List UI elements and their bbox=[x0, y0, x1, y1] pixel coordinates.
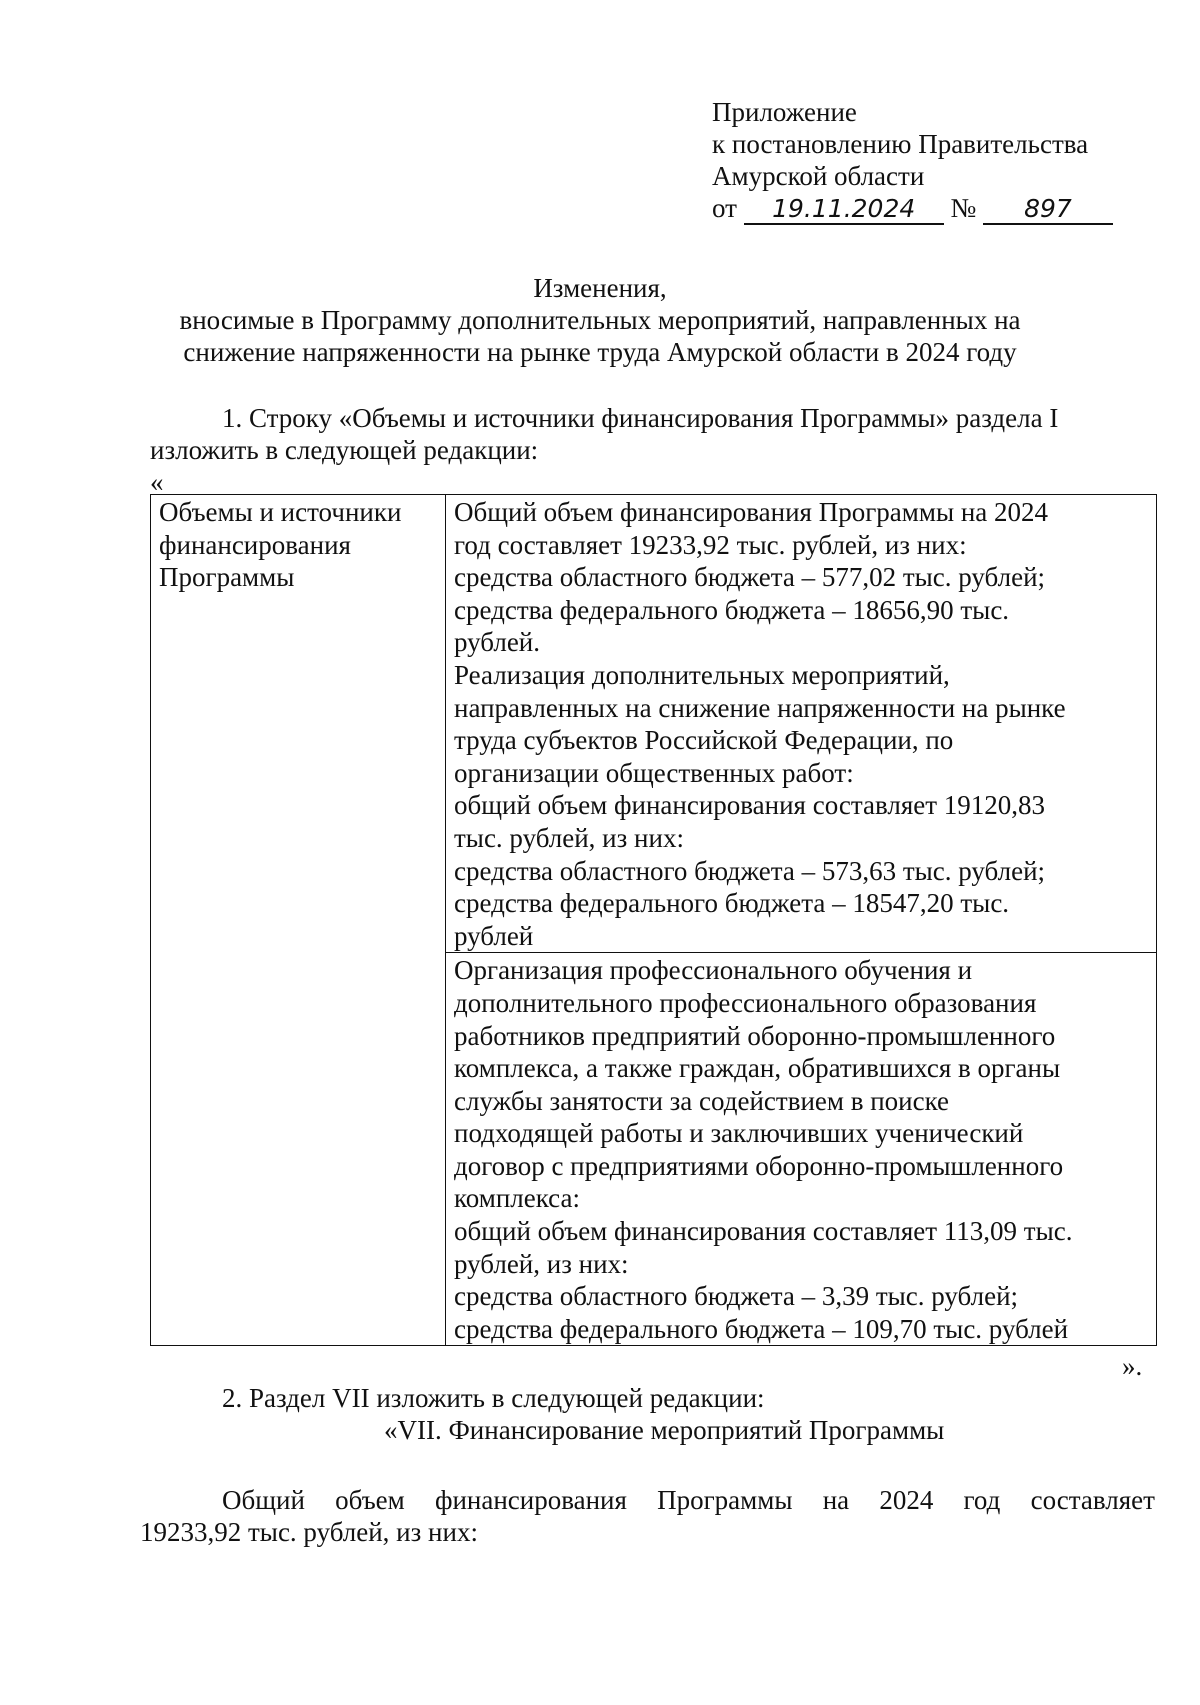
word: Общий bbox=[222, 1485, 305, 1515]
appendix-region: Амурской области bbox=[712, 161, 925, 191]
item-1-line-1: 1. Строку «Объемы и источники финансирования Программы» раздела I bbox=[222, 403, 1059, 433]
block-1-line: средства областного бюджета – 577,02 тыс. рублей; bbox=[454, 562, 1046, 593]
section-vii-line-2: 19233,92 тыс. рублей, из них: bbox=[140, 1517, 478, 1547]
word: 2024 bbox=[879, 1485, 934, 1515]
item-1-line-2: изложить в следующей редакции: bbox=[150, 435, 539, 465]
block-2-line: дополнительного профессионального образования bbox=[454, 987, 1037, 1018]
handwritten-number: 897 bbox=[983, 195, 1113, 225]
label-line: Объемы и источники bbox=[159, 497, 402, 527]
block-1-line: рублей. bbox=[454, 627, 541, 658]
block-1-line: средства областного бюджета – 573,63 тыс. рублей; bbox=[454, 855, 1046, 886]
block-1-line: труда субъектов Российской Федерации, по bbox=[454, 725, 954, 756]
block-1-line: Общий объем финансирования Программы на 2024 bbox=[454, 497, 1049, 527]
number-label: № bbox=[950, 193, 977, 223]
appendix-title: Приложение bbox=[712, 97, 857, 127]
item-1-paragraph bbox=[150, 402, 1155, 466]
block-2-line: средства областного бюджета – 3,39 тыс. рублей; bbox=[454, 1281, 1019, 1312]
block-2-line: договор с предприятиями оборонно-промышленного bbox=[454, 1150, 1064, 1181]
block-2-line: службы занятости за содействием в поиске bbox=[454, 1085, 950, 1116]
word: объем bbox=[335, 1485, 405, 1515]
title-line-3: снижение напряженности на рынке труда Амурской области в 2024 году bbox=[183, 337, 1017, 367]
quote-open-mark: « bbox=[150, 467, 164, 497]
block-2-line: общий объем финансирования составляет 113,09 тыс. bbox=[454, 1216, 1073, 1247]
block-2-line: комплекса: bbox=[454, 1183, 580, 1214]
table-row bbox=[151, 495, 1157, 953]
block-2-line: средства федерального бюджета – 109,70 тыс. рублей bbox=[454, 1313, 1069, 1344]
block-1-line: направленных на снижение напряженности на рынке bbox=[454, 692, 1066, 723]
section-vii-line-1 bbox=[140, 1484, 1155, 1516]
appendix-header bbox=[712, 96, 1152, 225]
label-line: Программы bbox=[159, 562, 295, 593]
block-1-line: год составляет 19233,92 тыс. рублей, из них: bbox=[454, 529, 967, 560]
word: составляет bbox=[1030, 1485, 1155, 1515]
handwritten-date: 19.11.2024 bbox=[744, 195, 944, 225]
block-1-line: Реализация дополнительных мероприятий, bbox=[454, 659, 950, 690]
block-2-line: комплекса, а также граждан, обратившихся в органы bbox=[454, 1053, 1061, 1084]
word: на bbox=[822, 1485, 850, 1515]
block-1-line: средства федерального бюджета – 18656,90 тыс. bbox=[454, 594, 1010, 625]
appendix-date-line bbox=[712, 192, 1152, 225]
block-2-line: подходящей работы и заключивших ученический bbox=[454, 1118, 1024, 1149]
word: Программы bbox=[657, 1485, 793, 1515]
item-2-line: 2. Раздел VII изложить в следующей редакции: bbox=[222, 1383, 765, 1413]
word: год bbox=[963, 1485, 1001, 1515]
block-1-line: общий объем финансирования составляет 19120,83 bbox=[454, 790, 1046, 821]
section-vii-paragraph bbox=[140, 1484, 1155, 1548]
block-1-line: рублей bbox=[454, 920, 534, 951]
block-2-line: рублей, из них: bbox=[454, 1248, 629, 1279]
document-title bbox=[150, 272, 1050, 368]
financing-block-1 bbox=[446, 495, 1157, 953]
block-2-line: Организация профессионального обучения и bbox=[454, 955, 973, 986]
from-label: от bbox=[712, 193, 737, 223]
block-1-line: средства федерального бюджета – 18547,20 тыс. bbox=[454, 888, 1010, 919]
word: финансирования bbox=[434, 1485, 627, 1515]
block-1-line: организации общественных работ: bbox=[454, 757, 854, 788]
block-2-line: работников предприятий оборонно-промышленного bbox=[454, 1020, 1056, 1051]
label-line: финансирования bbox=[159, 529, 351, 560]
quote-close-mark: ». bbox=[1122, 1351, 1143, 1381]
title-line-1: Изменения, bbox=[533, 273, 667, 303]
appendix-ref: к постановлению Правительства bbox=[712, 129, 1089, 159]
block-1-line: тыс. рублей, из них: bbox=[454, 822, 684, 853]
financing-block-2 bbox=[446, 953, 1157, 1346]
financing-table bbox=[150, 494, 1157, 1346]
section-vii-title: «VII. Финансирование мероприятий Программы bbox=[384, 1415, 945, 1445]
title-line-2: вносимые в Программу дополнительных мероприятий, направленных на bbox=[179, 305, 1021, 335]
label-cell bbox=[151, 495, 446, 1346]
